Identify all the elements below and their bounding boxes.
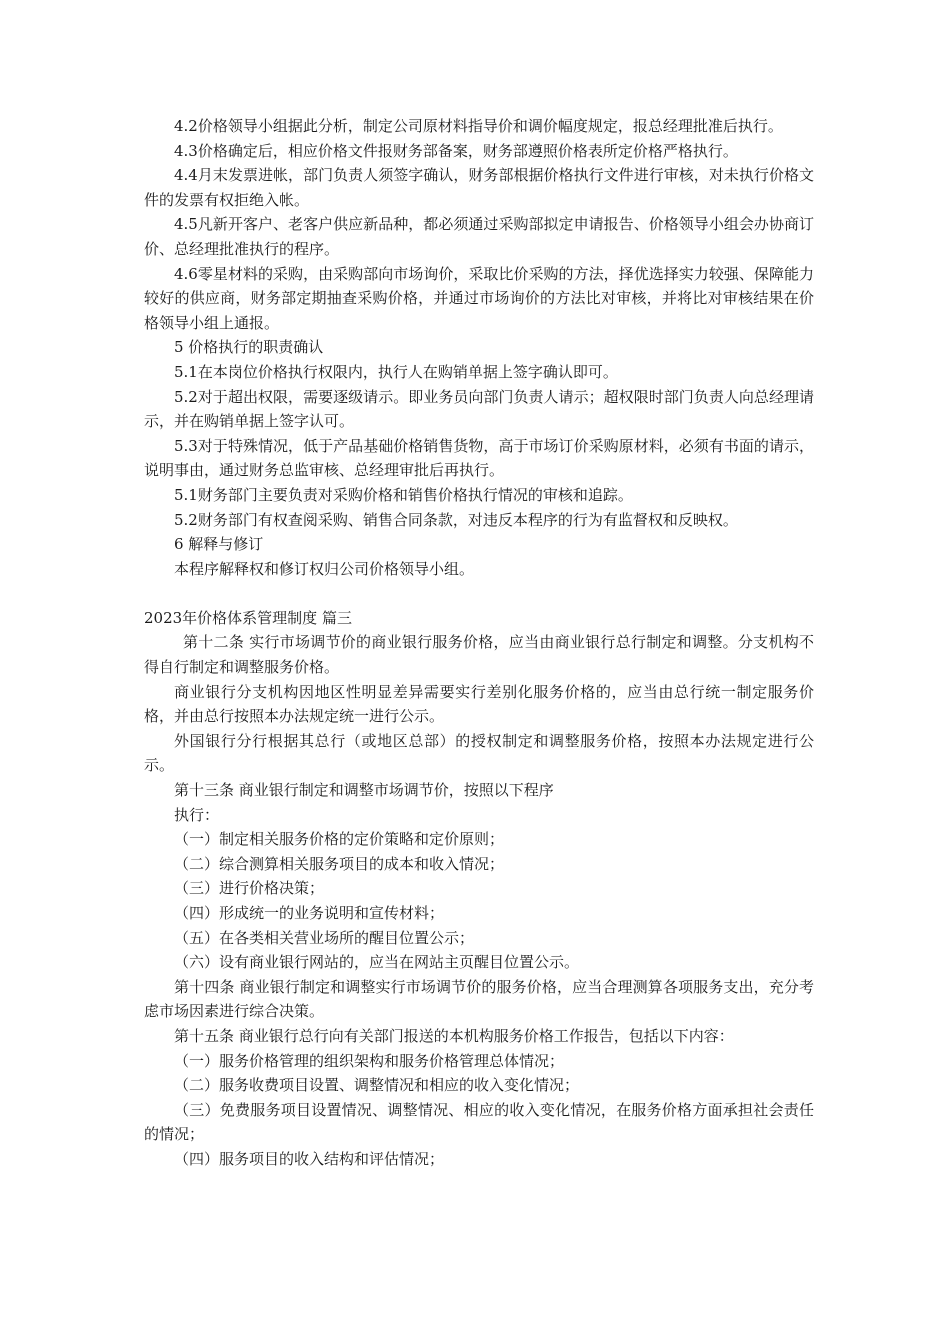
section-heading: 6 解释与修订	[174, 535, 264, 554]
paragraph: 执行：	[174, 805, 220, 824]
document-title: 2023年价格体系管理制度 篇三	[144, 608, 352, 627]
list-item: （六）设有商业银行网站的，应当在网站主页醒目位置公示。	[174, 953, 580, 972]
paragraph: 本程序解释权和修订权归公司价格领导小组。	[174, 559, 475, 578]
list-item: （三）进行价格决策；	[174, 879, 325, 898]
article-heading: 第十三条 商业银行制定和调整市场调节价，按照以下程序	[174, 781, 554, 800]
article-paragraph: 第十四条 商业银行制定和调整实行市场调节价的服务价格，应当合理测算各项服务支出，充分考虑市场因素进行综合决策。	[144, 977, 814, 1021]
paragraph: 4.4月末发票进帐，部门负责人须签字确认，财务部根据价格执行文件进行审核，对未执行价格文件的发票有权拒绝入帐。	[144, 166, 814, 209]
paragraph: 商业银行分支机构因地区性明显差异需要实行差别化服务价格的，应当由总行统一制定服务价格，并由总行按照本办法规定统一进行公示。	[144, 682, 814, 726]
paragraph: 5.3对于特殊情况，低于产品基础价格销售货物，高于市场订价采购原材料，必须有书面的请示，说明事由，通过财务总监审核、总经理审批后再执行。	[144, 436, 814, 480]
list-item: （三）免费服务项目设置情况、调整情况、相应的收入变化情况，在服务价格方面承担社会责任的情况；	[144, 1100, 814, 1144]
paragraph: 第十二条 实行市场调节价的商业银行服务价格，应当由商业银行总行制定和调整。分支机构不得自行制定和调整服务价格。	[144, 633, 814, 677]
list-item: （一）制定相关服务价格的定价策略和定价原则；	[174, 830, 505, 849]
paragraph: 外国银行分行根据其总行（或地区总部）的授权制定和调整服务价格，按照本办法规定进行公示。	[144, 731, 814, 775]
list-item: （四）服务项目的收入结构和评估情况；	[174, 1149, 445, 1168]
paragraph: 4.5凡新开客户、老客户供应新品种，都必须通过采购部拟定申请报告、价格领导小组会办协商订价、总经理批准执行的程序。	[144, 215, 814, 258]
paragraph: 5.2财务部门有权查阅采购、销售合同条款，对违反本程序的行为有监督权和反映权。	[174, 510, 738, 529]
paragraph: 5.1在本岗位价格执行权限内，执行人在购销单据上签字确认即可。	[174, 362, 618, 381]
paragraph: 4.2价格领导小组据此分析，制定公司原材料指导价和调价幅度规定，报总经理批准后执行。	[174, 117, 783, 135]
list-item: （四）形成统一的业务说明和宣传材料；	[174, 904, 445, 922]
list-item: （一）服务价格管理的组织架构和服务价格管理总体情况；	[174, 1051, 565, 1070]
section-heading: 5 价格执行的职责确认	[174, 338, 324, 357]
list-item: （二）综合测算相关服务项目的成本和收入情况；	[174, 854, 505, 873]
article-paragraph: 第十五条 商业银行总行向有关部门报送的本机构服务价格工作报告，包括以下内容：	[174, 1026, 734, 1045]
paragraph: 5.2对于超出权限，需要逐级请示。即业务员向部门负责人请示；超权限时部门负责人向总经理请示，并在购销单据上签字认可。	[144, 387, 814, 431]
paragraph: 5.1财务部门主要负责对采购价格和销售价格执行情况的审核和追踪。	[174, 485, 633, 504]
paragraph: 4.6零星材料的采购，由采购部向市场询价，采取比价采购的方法，择优选择实力较强、保障能力较好的供应商，财务部定期抽查采购价格，并通过市场询价的方法比对审核，并将比对审核结果在价格领导小组上通报。	[144, 264, 814, 332]
list-item: （二）服务收费项目设置、调整情况和相应的收入变化情况；	[174, 1076, 580, 1095]
list-item: （五）在各类相关营业场所的醒目位置公示；	[174, 928, 475, 947]
spacer	[144, 581, 814, 606]
paragraph: 4.3价格确定后，相应价格文件报财务部备案，财务部遵照价格表所定价格严格执行。	[174, 141, 738, 160]
document-page	[144, 114, 814, 1172]
